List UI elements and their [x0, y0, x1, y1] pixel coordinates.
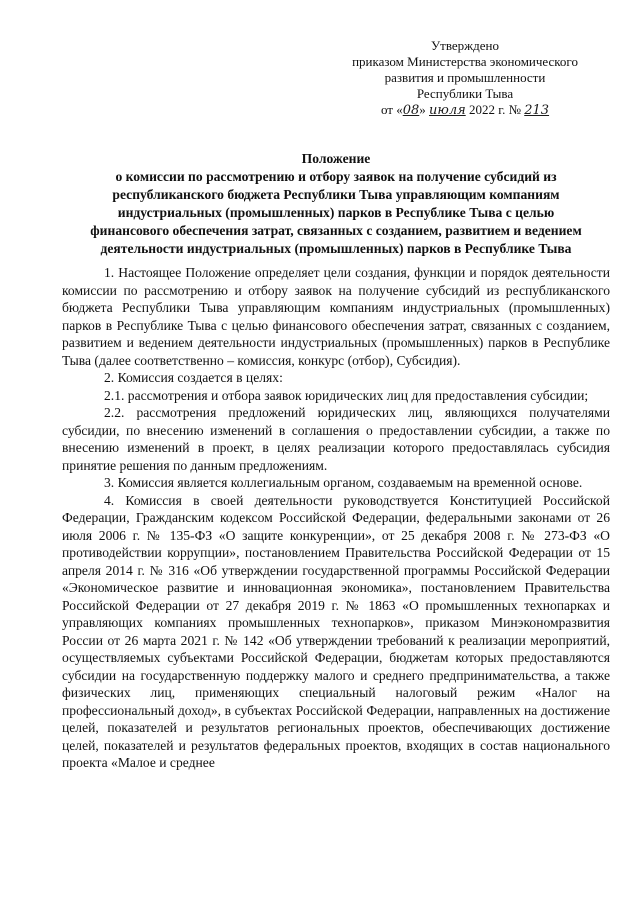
date-day-handwritten: 08: [402, 103, 420, 118]
date-prefix: от «: [380, 102, 403, 117]
document-body: [62, 264, 610, 772]
approval-line-order: приказом Министерства экономического: [352, 54, 578, 69]
document-subtitle-line: республиканского бюджета Республики Тыва управляющим компаниям: [112, 187, 560, 202]
document-subtitle-line: индустриальных (промышленных) парков в Республике Тыва с целью: [117, 205, 555, 220]
date-mid: »: [419, 102, 429, 117]
order-number-handwritten: 213: [524, 103, 550, 118]
date-year: 2022 г. №: [465, 102, 525, 117]
document-heading: [62, 150, 610, 258]
paragraph-2-2: 2.2. рассмотрения предложений юридических лиц, являющихся получателями субсидии, по внесению изменений в соглашения о предоставлении субсидии, а также по внесению изменений в проект, в целях реализации которого предоставлялась субсидия принятие решения по данным предложениям.: [62, 405, 610, 473]
paragraph-3: 3. Комиссия является коллегиальным органом, создаваемым на временной основе.: [104, 475, 583, 490]
date-month-handwritten: июля: [429, 103, 466, 118]
approval-line-approved: Утверждено: [430, 38, 500, 53]
approval-line-ministry: развития и промышленности: [384, 70, 546, 85]
paragraph-2-1: 2.1. рассмотрения и отбора заявок юридических лиц для предоставления субсидии;: [104, 387, 589, 403]
document-title: Положение: [301, 151, 371, 166]
document-subtitle-line: деятельности индустриальных (промышленных) парков в Республике Тыва: [100, 241, 572, 256]
document-subtitle-line: о комиссии по рассмотрению и отбору заявок на получение субсидий из: [115, 169, 557, 184]
paragraph-4: 4. Комиссия в своей деятельности руководствуется Конституцией Российской Федерации, Гражданским кодексом Российской Федерации, федеральными законами от 26 июля 2006 г. № 135-ФЗ «О защите конкуренции», от 25 декабря 2008 г. № 273-ФЗ «О противодействии коррупции», постановлением Правительства Российской Федерации от 15 апреля 2014 г. № 316 «Об утверждении государственной программы Российской Федерации «Экономическое развитие и инновационная экономика», постановлением Правительства Российской Федерации от 27 декабря 2019 г. № 1863 «О промышленных технопарках и управляющих компаниях промышленных технопарков», приказом Минэкономразвития России от 26 марта 2021 г. № 142 «Об утверждении требований к реализации мероприятий, осуществляемых субъектами Российской Федерации, бюджетам которых предоставляются субсидии на государственную поддержку малого и среднего предпринимательства, а также физических лиц, применяющих специальный налоговый режим «Налог на профессиональный доход», в субъектах Российской Федерации, направленных на достижение целей, показателей и результатов региональных проектов, обеспечивающих достижение целей, показателей и результатов федеральных проектов, входящих в состав национального проекта «Малое и среднее: [62, 492, 610, 770]
paragraph-2: 2. Комиссия создается в целях:: [104, 370, 283, 385]
approval-line-republic: Республики Тыва: [416, 86, 514, 101]
paragraph-1: 1. Настоящее Положение определяет цели создания, функции и порядок деятельности комиссии по рассмотрению и отбору заявок на получение субсидий из республиканского бюджета Республики Тыва управляющим компаниям индустриальных (промышленных) парков в Республике Тыва с целью финансового обеспечения затрат, связанных с созданием, развитием и ведением деятельности индустриальных (промышленных) парков в Республике Тыва (далее соответственно – комиссия, конкурс (отбор), Субсидия).: [62, 265, 610, 368]
approval-stamp: [340, 38, 590, 119]
document-subtitle-line: финансового обеспечения затрат, связанных с созданием, развитием и ведением: [90, 223, 582, 238]
approval-date-line: [340, 102, 590, 119]
